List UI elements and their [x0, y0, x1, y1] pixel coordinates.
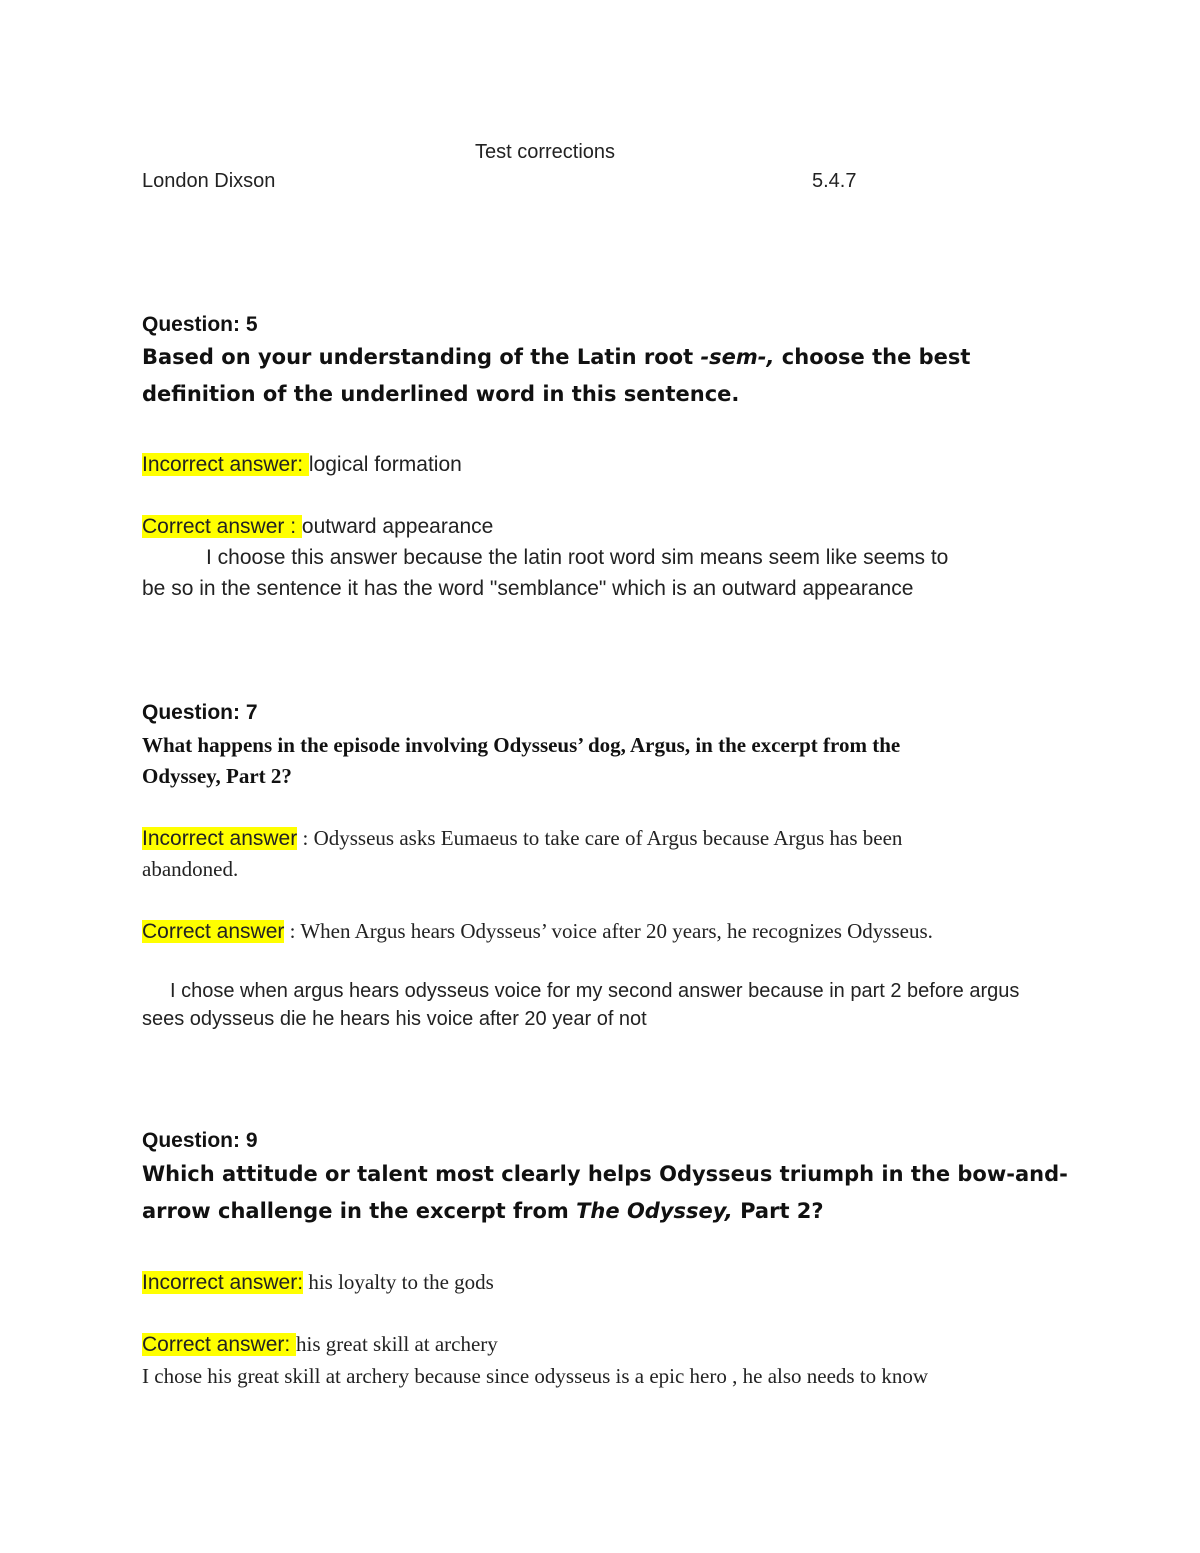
question-5-prompt-line1 — [142, 345, 970, 369]
question-9-correct-label: Correct answer: — [142, 1333, 297, 1356]
question-9-prompt-line2 — [142, 1199, 824, 1223]
question-5-incorrect-label: Incorrect answer: — [142, 453, 309, 476]
question-9-incorrect-label: Incorrect answer: — [142, 1271, 304, 1294]
question-9-incorrect-value: his loyalty to the gods — [303, 1270, 494, 1294]
question-9-prompt-text-b: Part 2? — [732, 1199, 824, 1223]
question-7-explanation-line1: I chose when argus hears odysseus voice for my second answer because in part 2 before argus — [170, 980, 1020, 1002]
question-9-label: Question: 9 — [142, 1129, 258, 1152]
question-7-incorrect-label: Incorrect answer — [142, 827, 298, 850]
question-7-incorrect-row — [142, 826, 902, 851]
question-5-correct-label: Correct answer : — [142, 515, 302, 538]
question-5-label: Question: 5 — [142, 313, 258, 336]
student-name: London Dixson — [142, 170, 276, 192]
question-9-correct-row — [142, 1332, 498, 1357]
question-5-correct-row — [142, 515, 493, 539]
question-7-incorrect-value-line1: : Odysseus asks Eumaeus to take care of Argus because Argus has been — [297, 826, 903, 850]
question-7-prompt-line2: Odyssey, Part 2? — [142, 764, 292, 788]
question-9-prompt-book-title: The Odyssey, — [576, 1199, 733, 1223]
question-7-correct-label: Correct answer — [142, 920, 285, 943]
question-5-prompt-line2: definition of the underlined word in this sentence. — [142, 382, 740, 406]
question-5-incorrect-value: logical formation — [308, 453, 462, 476]
question-7-incorrect-value-line2: abandoned. — [142, 857, 239, 881]
assignment-code: 5.4.7 — [812, 170, 857, 192]
question-5-correct-value: outward appearance — [301, 515, 494, 538]
question-5-prompt-text-a: Based on your understanding of the Latin root — [142, 345, 701, 369]
question-9-incorrect-row — [142, 1270, 494, 1295]
question-9-prompt-text-a: arrow challenge in the excerpt from — [142, 1199, 577, 1223]
question-5-prompt-root: -sem-, — [700, 345, 775, 369]
question-7-correct-value: : When Argus hears Odysseus’ voice after 20 years, he recognizes Odysseus. — [284, 919, 933, 943]
question-5-incorrect-row — [142, 453, 462, 477]
question-7-explanation-line2: sees odysseus die he hears his voice after 20 year of not — [142, 1008, 647, 1030]
question-7-label: Question: 7 — [142, 701, 258, 724]
document-title: Test corrections — [475, 141, 616, 163]
question-7-prompt-line1: What happens in the episode involving Odysseus’ dog, Argus, in the excerpt from the — [142, 733, 901, 757]
question-9-prompt-line1: Which attitude or talent most clearly helps Odysseus triumph in the bow-and- — [142, 1162, 1068, 1186]
question-9-correct-value: his great skill at archery — [296, 1332, 498, 1356]
question-5-explanation-line1: I choose this answer because the latin root word sim means seem like seems to — [206, 546, 949, 569]
question-5-explanation-line2: be so in the sentence it has the word "semblance" which is an outward appearance — [142, 577, 914, 600]
question-9-explanation-line1: I chose his great skill at archery because since odysseus is a epic hero , he also needs to know — [142, 1364, 929, 1388]
question-7-correct-row — [142, 919, 933, 944]
question-5-prompt-text-b: choose the best — [774, 345, 971, 369]
